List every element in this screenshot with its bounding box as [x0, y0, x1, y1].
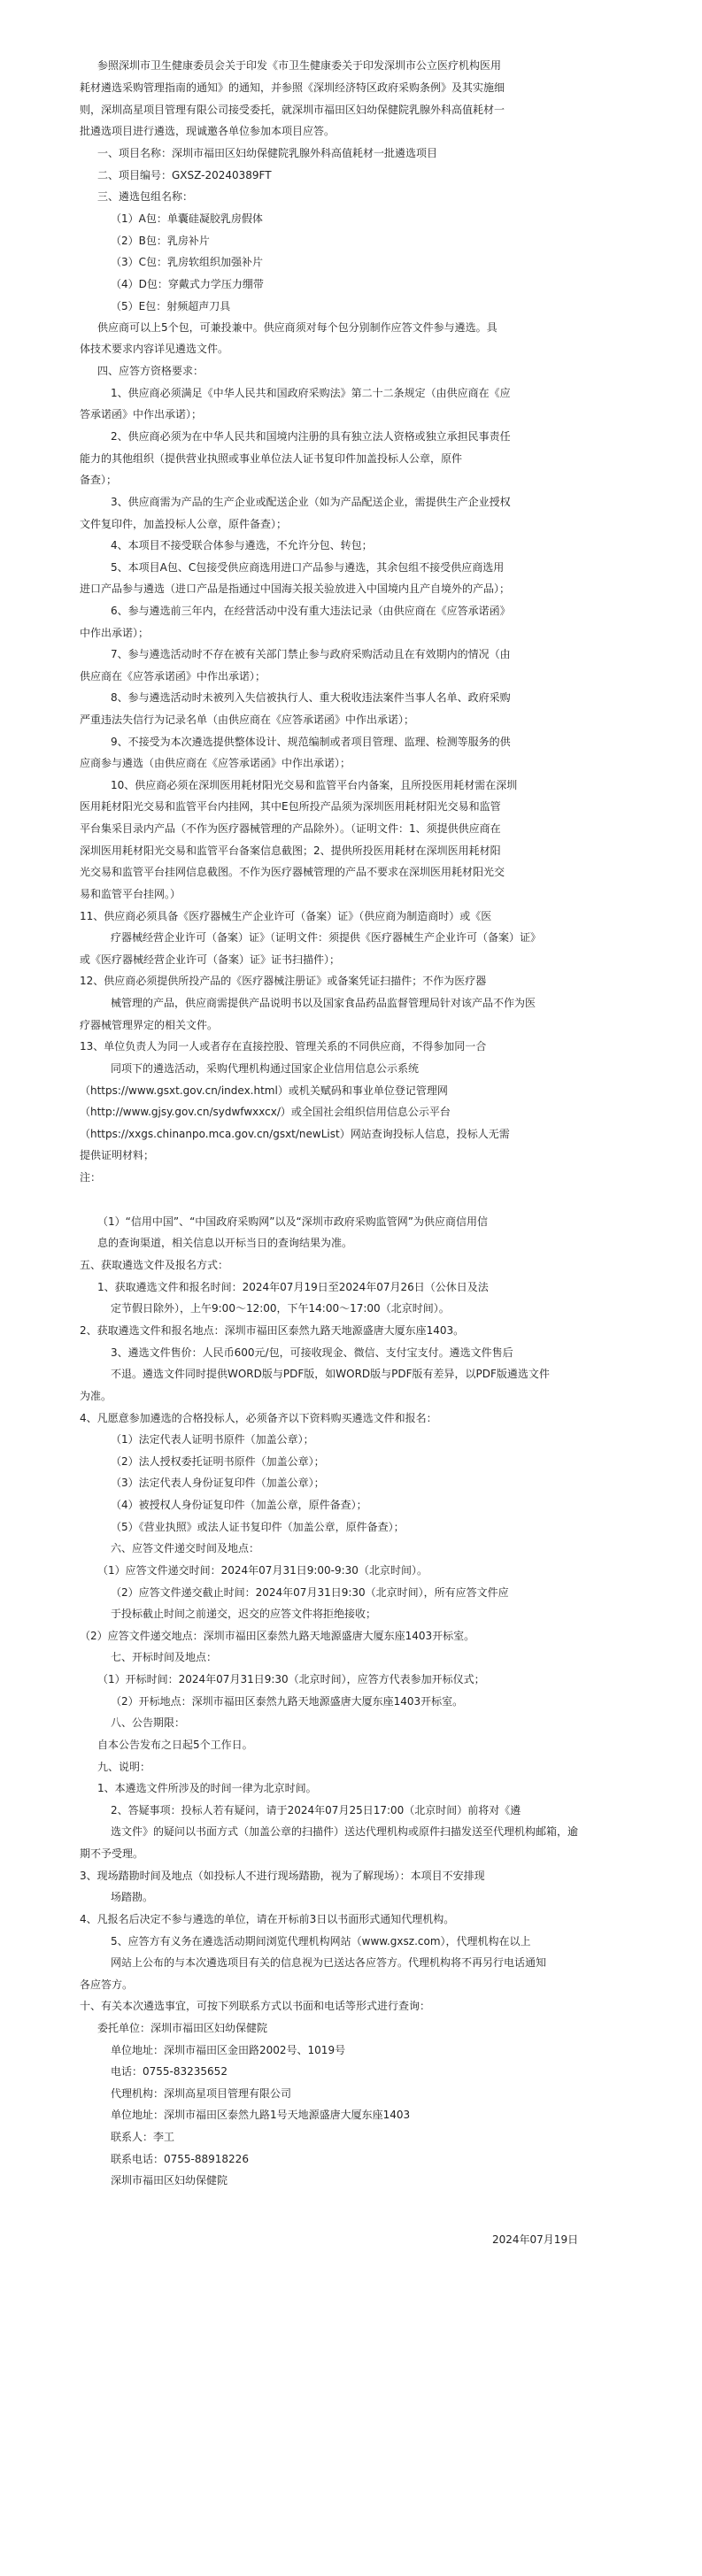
text-line: 1、获取遴选文件和报名时间：2024年07月19日至2024年07月26日（公休日及法	[97, 1281, 489, 1293]
text-line: 13、单位负责人为同一人或者存在直接控股、管理关系的不同供应商，不得参加同一合	[80, 1040, 487, 1053]
text-line: 电话：0755-83235652	[111, 2065, 228, 2078]
text-line: 二、项目编号：GXSZ-20240389FT	[97, 169, 272, 181]
text-line: （1）应答文件递交时间：2024年07月31日9:00-9:30（北京时间）。	[97, 1564, 428, 1577]
text-line: 进口产品参与遴选（进口产品是指通过中国海关报关验放进入中国境内且产自境外的产品）；	[80, 582, 511, 595]
text-line: 3、遴选文件售价：人民币600元/包，可接收现金、微信、支付宝支付。遴选文件售后	[111, 1346, 513, 1359]
text-line: （2）应答文件递交地点：深圳市福田区泰然九路天地源盛唐大厦东座1403开标室。	[80, 1630, 475, 1642]
text-line: 不退。遴选文件同时提供WORD版与PDF版，如WORD版与PDF版有差异，以PDF版遴选文件	[111, 1368, 550, 1380]
text-line: 5、本项目A包、C包接受供应商选用进口产品参与遴选，其余包组不接受供应商选用	[111, 561, 505, 574]
text-line: 2024年07月19日	[492, 2233, 579, 2246]
text-line: 4、凡报名后决定不参与遴选的单位，请在开标前3日以书面形式通知代理机构。	[80, 1913, 455, 1925]
text-line: 期不予受理。	[80, 1847, 144, 1860]
text-line: 三、遴选包组名称：	[97, 190, 194, 203]
text-line: 6、参与遴选前三年内，在经营活动中没有重大违法记录（由供应商在《应答承诺函》	[111, 605, 511, 617]
text-line: 严重违法失信行为记录名单（由供应商在《应答承诺函》中作出承诺）；	[80, 713, 415, 726]
text-line: （1）“信用中国”、“中国政府采购网”以及“深圳市政府采购监管网”为供应商信用信	[97, 1215, 488, 1228]
text-line: 3、现场踏勘时间及地点（如投标人不进行现场踏勘，视为了解现场）：本项目不安排现	[80, 1870, 485, 1882]
text-line: （2）法人授权委托证明书原件（加盖公章）；	[111, 1455, 325, 1468]
text-line: 9、不接受为本次遴选提供整体设计、规范编制或者项目管理、监理、检测等服务的供	[111, 736, 511, 748]
text-line: 械管理的产品，供应商需提供产品说明书以及国家食品药品监督管理局针对该产品不作为医	[111, 997, 536, 1009]
text-line: 7、参与遴选活动时不存在被有关部门禁止参与政府采购活动且在有效期内的情况（由	[111, 648, 511, 660]
text-line: 一、项目名称：深圳市福田区妇幼保健院乳腺外科高值耗材一批遴选项目	[97, 147, 438, 159]
text-line: 定节假日除外），上午9:00～12:00，下午14:00～17:00（北京时间）。	[111, 1302, 450, 1315]
text-line: 答承诺函》中作出承诺）；	[80, 408, 203, 420]
text-line: （1）A包：单囊硅凝胶乳房假体	[111, 212, 263, 225]
text-line: 批遴选项目进行遴选，现诚邀各单位参加本项目应答。	[80, 125, 336, 137]
text-line: 10、供应商必须在深圳医用耗材阳光交易和监管平台内备案，且所投医用耗材需在深圳	[111, 779, 518, 791]
text-line: （https://www.gsxt.gov.cn/index.html）或机关赋码和事业单位登记管理网	[80, 1084, 448, 1097]
text-line: （https://xxgs.chinanpo.mca.gov.cn/gsxt/newList）网站查询投标人信息，投标人无需	[80, 1128, 510, 1140]
text-line: 单位地址：深圳市福田区泰然九路1号天地源盛唐大厦东座1403	[111, 2109, 411, 2121]
text-line: 或《医疗器械经营企业许可（备案）证》证书扫描件）；	[80, 953, 341, 966]
text-line: 备查）；	[80, 474, 118, 486]
text-line: 11、供应商必须具备《医疗器械生产企业许可（备案）证》（供应商为制造商时）或《医	[80, 910, 492, 922]
text-line: 代理机构：深圳高星项目管理有限公司	[111, 2087, 292, 2100]
text-line: 中作出承诺）；	[80, 627, 150, 639]
text-line: 4、本项目不接受联合体参与遴选，不允许分包、转包；	[111, 539, 373, 551]
text-line: 平台集采目录内产品（不作为医疗器械管理的产品除外）。（证明文件：1、须提供供应商在	[80, 822, 501, 835]
text-line: 网站上公布的与本次遴选项目有关的信息视为已送达各应答方。代理机构将不再另行电话通知	[111, 1956, 547, 1969]
text-line: 供应商在《应答承诺函》中作出承诺）；	[80, 670, 266, 683]
text-line: 供应商可以上5个包，可兼投兼中。供应商须对每个包分别制作应答文件参与遴选。具	[97, 321, 498, 334]
text-line: 于投标截止时间之前递交，迟交的应答文件将拒绝接收；	[111, 1608, 377, 1620]
text-line: （5）《营业执照》或法人证书复印件（加盖公章，原件备查）；	[111, 1521, 405, 1533]
text-line: 2、答疑事项：投标人若有疑问，请于2024年07月25日17:00（北京时间）前将对《遴	[111, 1804, 521, 1816]
text-line: 易和监管平台挂网。）	[80, 888, 181, 900]
text-line: 委托单位：深圳市福田区妇幼保健院	[97, 2022, 268, 2034]
text-line: （1）开标时间：2024年07月31日9:30（北京时间），应答方代表参加开标仪式；	[97, 1673, 485, 1685]
text-line: 参照深圳市卫生健康委员会关于印发《市卫生健康委关于印发深圳市公立医疗机构医用	[97, 59, 502, 72]
text-line: 4、凡愿意参加遴选的合格投标人，必须备齐以下资料购买遴选文件和报名：	[80, 1412, 437, 1424]
text-line: 六、应答文件递交时间及地点：	[111, 1542, 260, 1554]
text-line: 各应答方。	[80, 1978, 134, 1991]
text-line: 九、说明：	[97, 1761, 151, 1773]
text-line: 12、供应商必须提供所投产品的《医疗器械注册证》或备案凭证扫描件；不作为医疗器	[80, 975, 487, 987]
text-line: 单位地址：深圳市福田区金田路2002号、1019号	[111, 2044, 346, 2056]
text-line: 联系电话：0755-88918226	[111, 2153, 249, 2165]
text-line: （2）应答文件递交截止时间：2024年07月31日9:30（北京时间），所有应答文件应	[111, 1586, 509, 1599]
text-line: 体技术要求内容详见遴选文件。	[80, 343, 229, 355]
text-line: 疗器械经营企业许可（备案）证》（证明文件：须提供《医疗器械生产企业许可（备案）证》	[111, 931, 542, 944]
text-line: 文件复印件，加盖投标人公章，原件备查）；	[80, 518, 288, 530]
text-line: （2）开标地点：深圳市福田区泰然九路天地源盛唐大厦东座1403开标室。	[111, 1695, 464, 1708]
text-line: 医用耗材阳光交易和监管平台内挂网，其中E包所投产品须为深圳医用耗材阳光交易和监管	[80, 800, 501, 813]
text-line: 提供证明材料；	[80, 1149, 155, 1161]
text-line: 四、应答方资格要求：	[97, 365, 204, 377]
text-line: （3）法定代表人身份证复印件（加盖公章）；	[111, 1477, 325, 1489]
text-line: 深圳市福田区妇幼保健院	[111, 2174, 228, 2187]
text-line: 应商参与遴选（由供应商在《应答承诺函》中作出承诺）；	[80, 757, 351, 769]
text-line: （http://www.gjsy.gov.cn/sydwfwxxcx/）或全国社会组织信用信息公示平台	[80, 1106, 451, 1118]
text-line: （3）C包：乳房软组织加强补片	[111, 256, 264, 268]
text-line: 深圳医用耗材阳光交易和监管平台备案信息截图；2、提供所投医用耗材在深圳医用耗材阳	[80, 845, 501, 857]
text-line: 3、供应商需为产品的生产企业或配送企业（如为产品配送企业，需提供生产企业授权	[111, 496, 511, 508]
text-line: 5、应答方有义务在遴选活动期间浏览代理机构网站（www.gxsz.com），代理机构在以上	[111, 1935, 531, 1947]
text-line: （1）法定代表人证明书原件（加盖公章）；	[111, 1433, 314, 1446]
text-line: （5）E包：射频超声刀具	[111, 300, 231, 312]
text-line: 八、公告期限：	[111, 1716, 186, 1729]
text-line: 自本公告发布之日起5个工作日。	[97, 1739, 253, 1751]
text-line: 联系人：李工	[111, 2131, 175, 2143]
text-line: （4）被授权人身份证复印件（加盖公章，原件备查）；	[111, 1499, 367, 1511]
text-line: 注：	[80, 1171, 102, 1184]
text-line: 则，深圳高星项目管理有限公司接受委托，就深圳市福田区妇幼保健院乳腺外科高值耗材一	[80, 104, 505, 116]
text-line: 1、本遴选文件所涉及的时间一律为北京时间。	[97, 1782, 317, 1794]
text-line: （4）D包：穿戴式力学压力绷带	[111, 278, 264, 290]
text-line: 1、供应商必须满足《中华人民共和国政府采购法》第二十二条规定（由供应商在《应	[111, 387, 511, 399]
text-line: 选文件》的疑问以书面方式（加盖公章的扫描件）送达代理机构或原件扫描发送至代理机构邮箱，逾	[111, 1825, 579, 1838]
text-line: 为准。	[80, 1390, 112, 1402]
text-line: 五、获取遴选文件及报名方式：	[80, 1259, 229, 1271]
text-line: 8、参与遴选活动时未被列入失信被执行人、重大税收违法案件当事人名单、政府采购	[111, 691, 511, 704]
text-line: 七、开标时间及地点：	[111, 1651, 218, 1663]
text-line: 能力的其他组织（提供营业执照或事业单位法人证书复印件加盖投标人公章，原件	[80, 452, 463, 465]
text-line: （2）B包：乳房补片	[111, 235, 210, 247]
text-line: 疗器械管理界定的相关文件。	[80, 1019, 219, 1031]
text-line: 光交易和监管平台挂网信息截图。不作为医疗器械管理的产品不要求在深圳医用耗材阳光交	[80, 866, 505, 878]
text-line: 十、有关本次遴选事宜，可按下列联系方式以书面和电话等形式进行查询：	[80, 2000, 431, 2012]
text-line: 场踏勘。	[111, 1891, 154, 1903]
text-line: 耗材遴选采购管理指南的通知》的通知，并参照《深圳经济特区政府采购条例》及其实施细	[80, 81, 505, 94]
text-line: 2、供应商必须为在中华人民共和国境内注册的具有独立法人资格或独立承担民事责任	[111, 430, 511, 443]
text-line: 2、获取遴选文件和报名地点：深圳市福田区泰然九路天地源盛唐大厦东座1403。	[80, 1324, 465, 1337]
text-line: 息的查询渠道，相关信息以开标当日的查询结果为准。	[97, 1237, 353, 1249]
text-line: 同项下的遴选活动，采购代理机构通过国家企业信用信息公示系统	[111, 1062, 420, 1075]
